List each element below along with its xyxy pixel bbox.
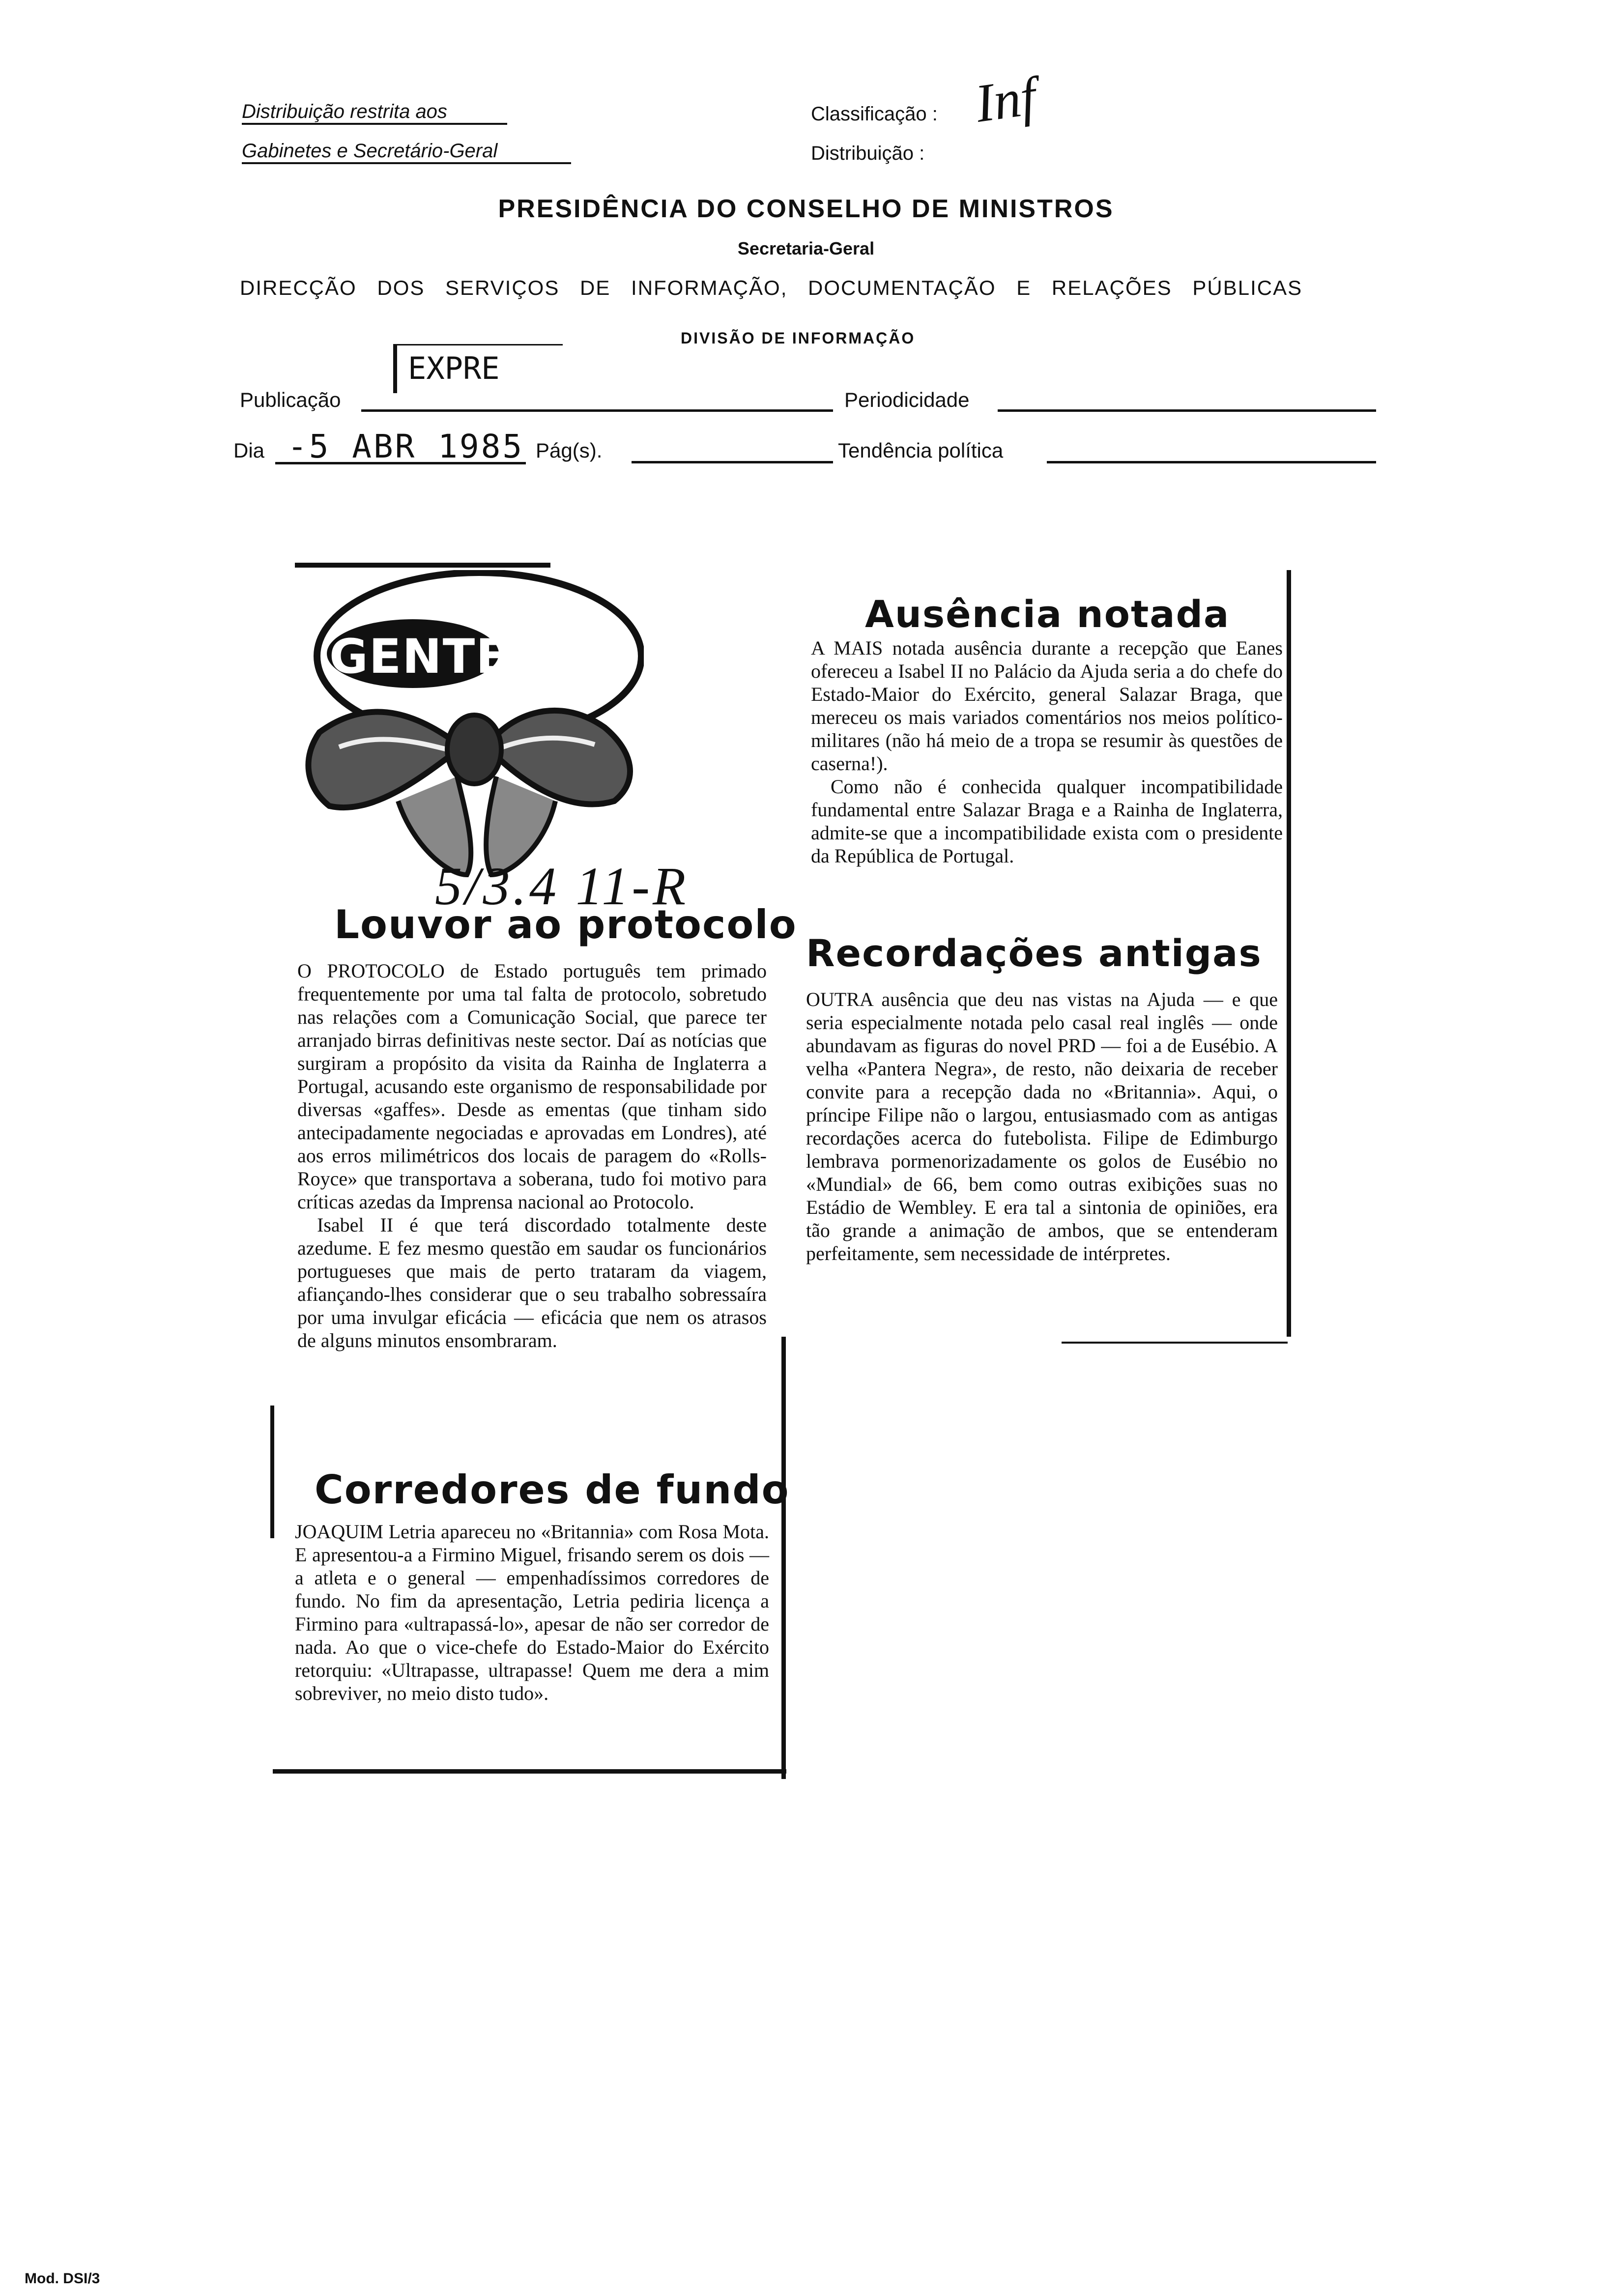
paragraph-louvor-2: Isabel II é que terá discordado totalmente deste azedume. E fez mesmo questão em saudar os funcionários portugueses que mais de perto trataram da viagem, afiançando-lhes considerar que o seu trabalho sobressaíra por uma invulgar eficácia — eficácia que nem os atrasos de alguns minutos ensombraram.: [297, 1214, 767, 1351]
restricted-line-2: Gabinetes e Secretário-Geral: [242, 140, 571, 164]
gente-logo-text: GENTE: [329, 629, 509, 684]
column-left-bottom: [295, 1520, 769, 1705]
gente-logo: [300, 570, 644, 885]
headline-recordacoes: Recordações antigas: [806, 931, 1262, 975]
classificacao-handwritten: Inf: [972, 66, 1040, 134]
publicacao-label: Publicação: [240, 388, 341, 411]
headline-ausencia: Ausência notada: [865, 592, 1230, 636]
presidencia-title: PRESIDÊNCIA DO CONSELHO DE MINISTROS: [498, 195, 1114, 223]
left-column-right-bar: [781, 1337, 786, 1779]
dia-date-stamp: -5 ABR 1985: [288, 428, 524, 465]
clipping-top-rule: [295, 563, 550, 568]
bow-illustration: [300, 570, 644, 885]
tendencia-label: Tendência política: [838, 439, 1004, 462]
column-right-bottom: [806, 988, 1278, 1265]
column-right-top: [811, 636, 1283, 867]
tendencia-fill-line: [1047, 461, 1376, 463]
headline-corredores: Corredores de fundo: [315, 1467, 790, 1513]
periodicidade-label: Periodicidade: [844, 388, 970, 411]
right-column-end-rule: [1062, 1342, 1288, 1344]
publicacao-fill-line: [361, 409, 833, 412]
left-margin-bar: [270, 1406, 274, 1538]
pags-fill-line: [632, 461, 833, 463]
secretaria-subtitle: Secretaria-Geral: [737, 238, 875, 258]
headline-louvor: Louvor ao protocolo: [334, 902, 797, 947]
right-column-bar: [1287, 570, 1291, 1337]
publicacao-stamp: EXPRE: [393, 344, 563, 393]
paragraph-louvor-1: O PROTOCOLO de Estado português tem primado frequentemente por uma tal falta de protocolo, sobretudo nas relações com a Comunicação Social, que parece ter arranjado birras definitivas neste sector. Daí as notícias que surgiram a propósito da visita da Rainha de Inglaterra a Portugal, acusando este organismo de responsabilidade por diversas «gaffes». Desde as ementas (que tinham sido antecipadamente negociadas e aprovadas em Londres), até aos erros milimétricos dos locais de paragem do «Rolls-Royce» que transportava a soberana, tudo foi motivo para críticas azedas da Imprensa nacional ao Protocolo.: [297, 960, 767, 1213]
distribuicao-label: Distribuição :: [811, 143, 925, 164]
dia-label: Dia: [233, 439, 265, 462]
periodicidade-fill-line: [998, 409, 1376, 412]
classificacao-label: Classificação :: [811, 103, 938, 125]
pags-label: Pág(s).: [536, 439, 603, 462]
clipping-bottom-rule: [273, 1769, 786, 1774]
dia-fill-line: [275, 462, 526, 464]
direccao-line: DIRECÇÃO DOS SERVIÇOS DE INFORMAÇÃO, DOCUMENTAÇÃO E RELAÇÕES PÚBLICAS: [240, 276, 1303, 299]
restricted-line-1: Distribuição restrita aos: [242, 101, 507, 125]
paragraph-corredores: JOAQUIM Letria apareceu no «Britannia» com Rosa Mota. E apresentou-a a Firmino Miguel, frisando serem os dois — a atleta e o general — empenhadíssimos corredores de fundo. No fim da apresentação, Letria pediria licença a Firmino para «ultrapassá-lo», apesar de não ser corredor de nada. Ao que o vice-chefe do Estado-Maior do Exército retorquiu: «Ultrapasse, ultrapasse! Quem me dera a mim sobreviver, no meio disto tudo».: [295, 1521, 769, 1704]
model-code: Mod. DSI/3: [25, 2270, 100, 2287]
handwritten-annotation: 5/3.4 11-R: [435, 856, 689, 916]
paragraph-ausencia-2: Como não é conhecida qualquer incompatibilidade fundamental entre Salazar Braga e a Rainha de Inglaterra, admite-se que a incompatibilidade exista com o presidente da República de Portugal.: [811, 775, 1283, 867]
divisao-line: DIVISÃO DE INFORMAÇÃO: [681, 329, 916, 347]
column-left-top: [297, 959, 767, 1352]
paragraph-recordacoes: OUTRA ausência que deu nas vistas na Ajuda — e que seria especialmente notada pelo casal real inglês — onde abundavam as figuras do novel PRD — foi a de Eusébio. A velha «Pantera Negra», de resto, não deixaria de receber convite para a recepção dada no «Britannia». Aqui, o príncipe Filipe não o largou, entusiasmado com as antigas recordações acerca do futebolista. Filipe de Edimburgo lembrava pormenorizadamente os golos de Eusébio no «Mundial» de 66, bem como outras exibições suas no Estádio de Wembley. E era tal a sintonia de opiniões, era tão grande a animação de ambos, que se entenderam perfeitamente, sem necessidade de intérpretes.: [806, 988, 1278, 1264]
paragraph-ausencia-1: A MAIS notada ausência durante a recepção que Eanes ofereceu a Isabel II no Palácio da Ajuda seria a do chefe do Estado-Maior do Exército, general Salazar Braga, que mereceu os mais variados comentários nos meios político-militares (não há meio de a tropa se resumir às questões de caserna!).: [811, 637, 1283, 775]
